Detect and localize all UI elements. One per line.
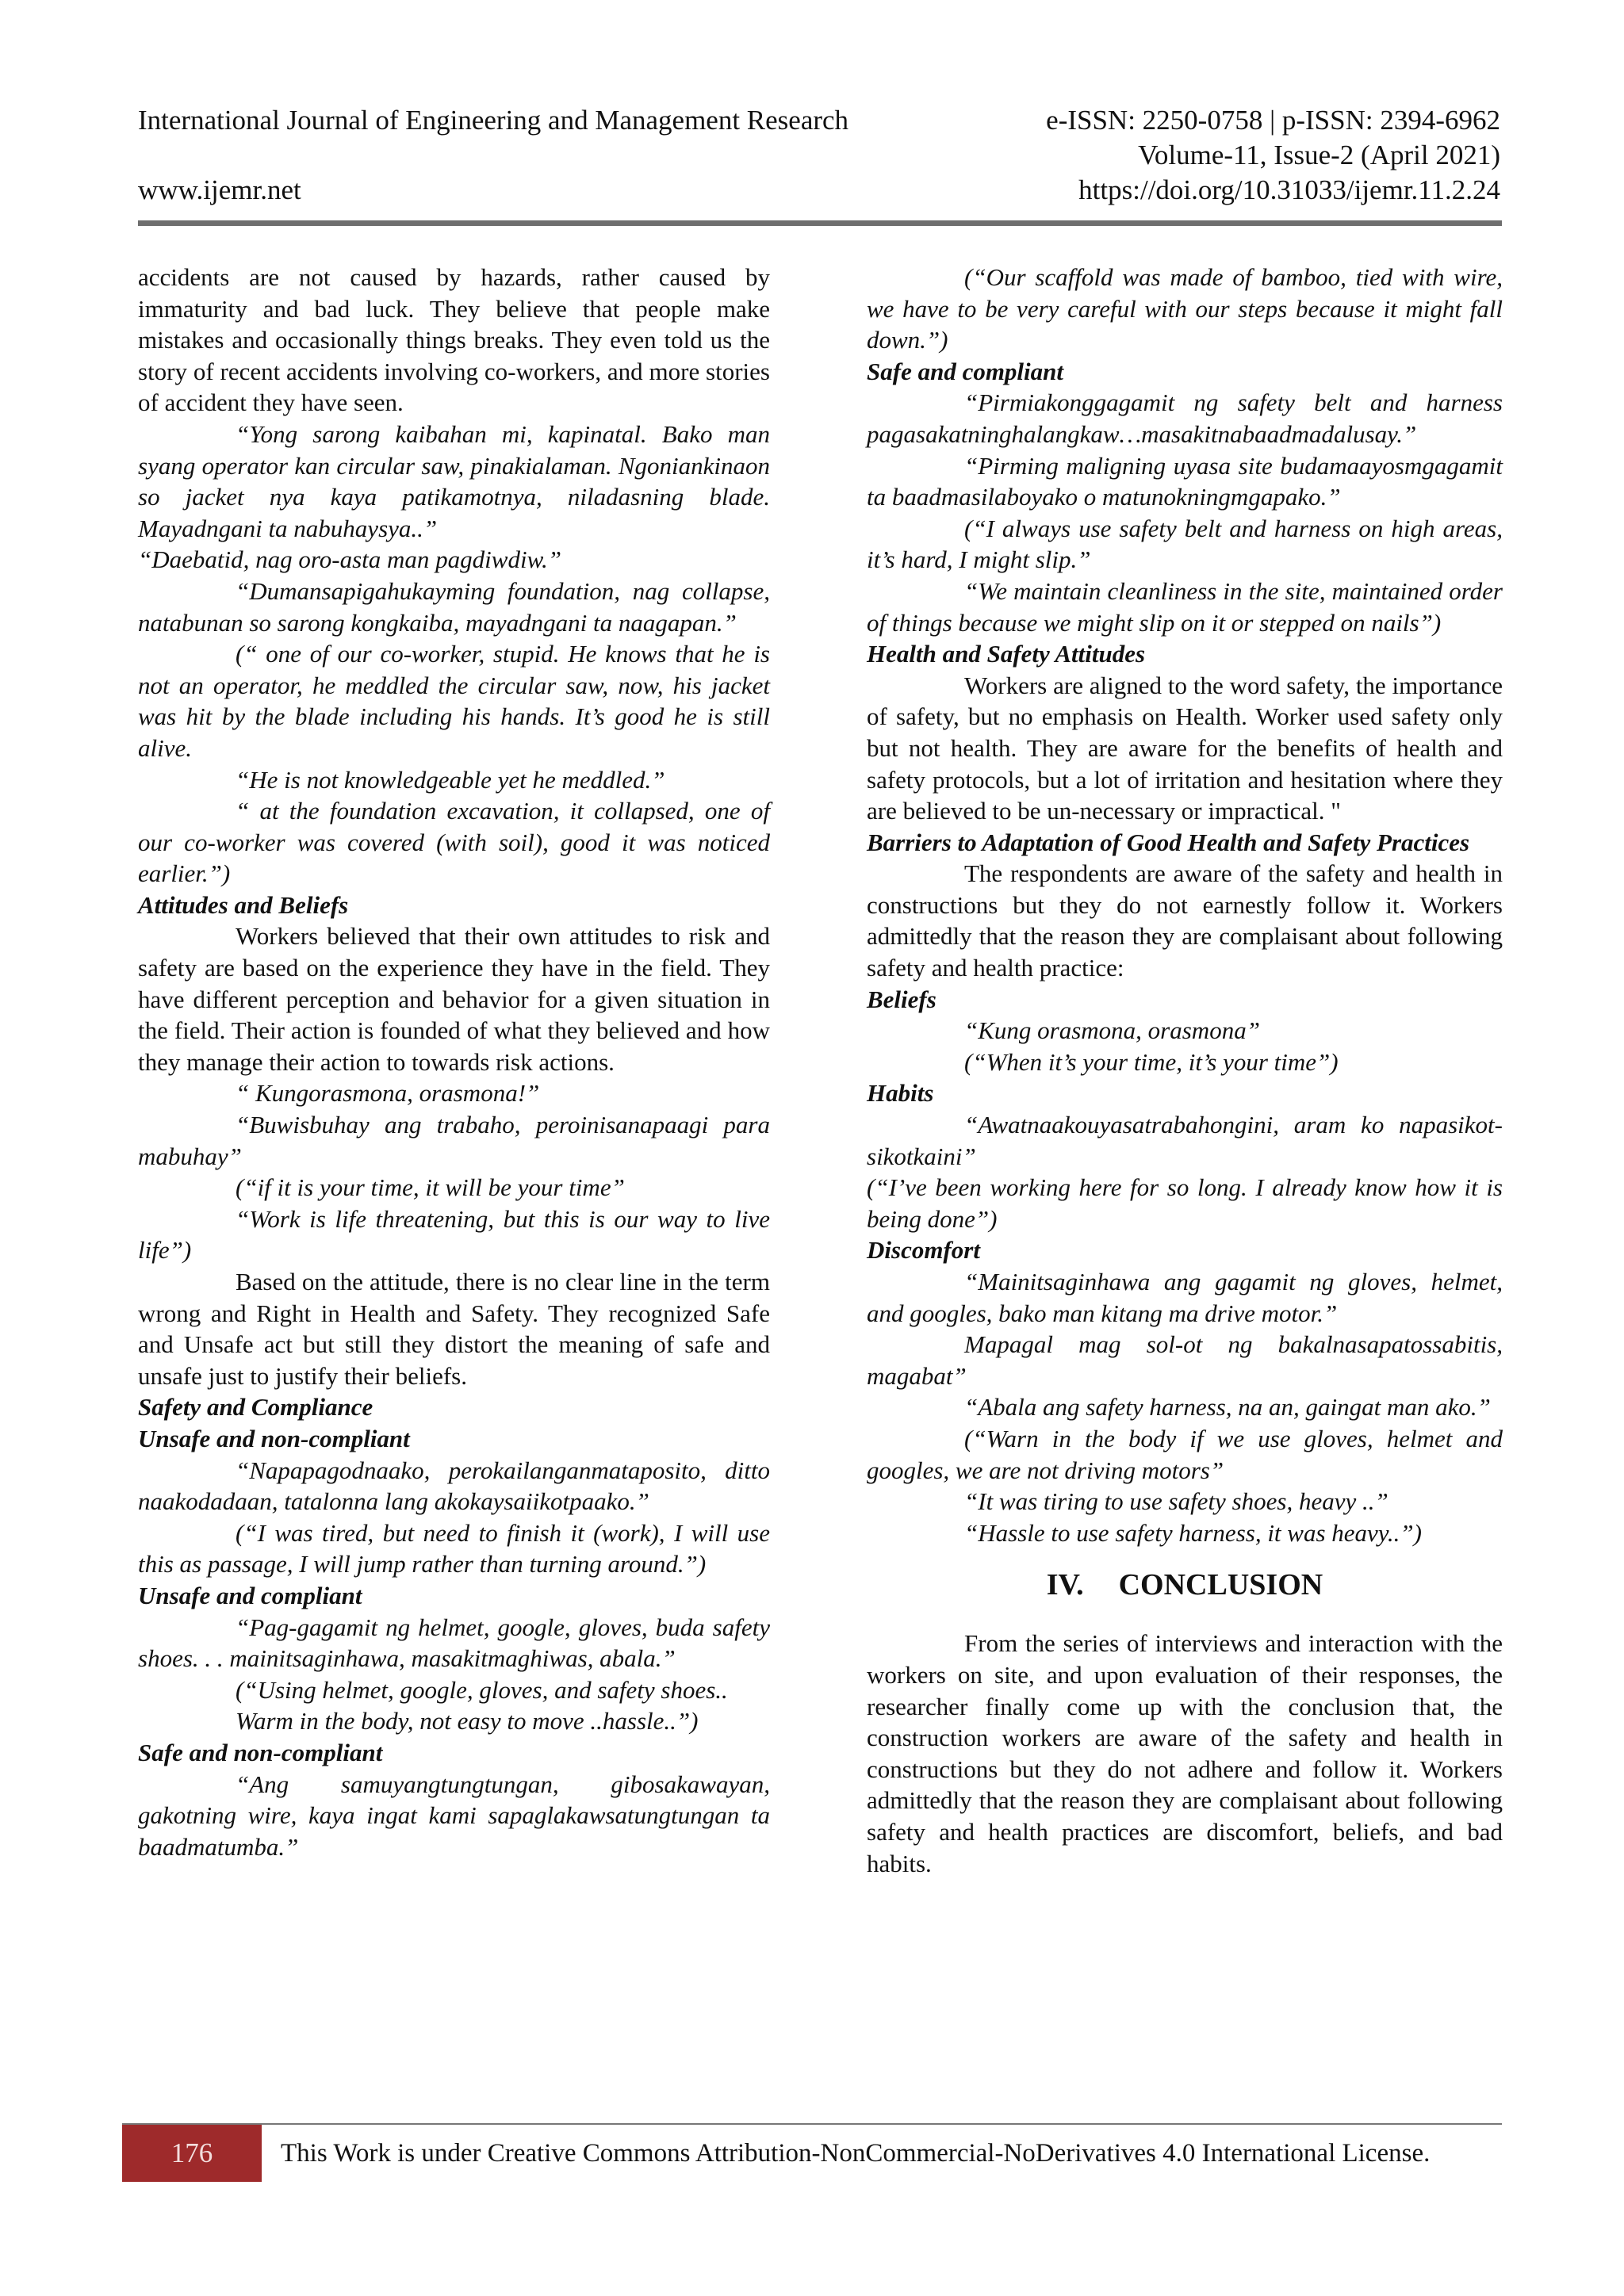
doi-link[interactable]: https://doi.org/10.31033/ijemr.11.2.24 xyxy=(1078,174,1500,205)
body-paragraph: Workers are aligned to the word safety, the importance of safety, but no emphasis on Health. Worker used safety only but not health. They are aware for the benefits of health and safety protocols, but a lot of irritation and hesitation where they are believed to be un-necessary or impractical. " xyxy=(867,671,1503,825)
subsection-heading: Barriers to Adaptation of Good Health and Safety Practices xyxy=(867,828,1470,856)
interview-quote: “Awatnaakouyasatrabahongini, aram ko napasikot-sikotkaini” xyxy=(867,1111,1503,1170)
interview-quote: “Work is life threatening, but this is our way to live life”) xyxy=(138,1204,770,1265)
conclusion-paragraph: From the series of interviews and interaction with the workers on site, and upon evaluation of their responses, the researcher finally come up with the conclusion that, the construction workers are aware of the safety and health in constructions but they do not adhere and follow it. Workers admittedly that the reason they are complaisant about following safety and health practices are discomfort, beliefs, and bad habits. xyxy=(867,1629,1503,1877)
interview-quote: “Ang samuyangtungtungan, gibosakawayan, gakotning wire, kaya ingat kami sapaglakawsatungtungan ta baadmatumba.” xyxy=(138,1770,770,1861)
section-heading-conclusion xyxy=(867,1566,1503,1604)
interview-quote: (“Using helmet, google, gloves, and safety shoes.. xyxy=(236,1675,728,1704)
interview-quote: “Kung orasmona, orasmona” xyxy=(964,1016,1260,1045)
interview-quote: (“I was tired, but need to finish it (work), I will use this as passage, I will jump rather than turning around.”) xyxy=(138,1518,770,1578)
right-column xyxy=(867,262,1503,1879)
subsection-heading: Unsafe and compliant xyxy=(138,1581,362,1609)
subsection-heading: Safe and compliant xyxy=(867,357,1064,385)
subsection-heading: Habits xyxy=(867,1079,934,1108)
left-column xyxy=(138,262,770,1862)
running-header xyxy=(138,103,1500,208)
interview-quote: “He is not knowledgeable yet he meddled.” xyxy=(236,765,665,794)
body-paragraph: Based on the attitude, there is no clear line in the term wrong and Right in Health and Safety. They recognized Safe and Unsafe act but still they distort the meaning of safe and unsafe just to justify their beliefs. xyxy=(138,1268,770,1390)
interview-quote: (“Our scaffold was made of bamboo, tied with wire, we have to be very careful with our steps because it might fall down.”) xyxy=(867,263,1503,354)
interview-quote: “ at the foundation excavation, it collapsed, one of our co-worker was covered (with soil), good it was noticed earlier.”) xyxy=(138,797,770,888)
interview-quote: “ Kungorasmona, orasmona!” xyxy=(236,1079,540,1108)
interview-quote: (“I always use safety belt and harness on high areas, it’s hard, I might slip.” xyxy=(867,514,1503,574)
subsection-heading: Discomfort xyxy=(867,1236,980,1265)
interview-quote: “Buwisbuhay ang trabaho, peroinisanapaagi para mabuhay” xyxy=(138,1111,770,1170)
interview-quote: (“I’ve been working here for so long. I already know how it is being done”) xyxy=(867,1173,1503,1233)
interview-quote: “Hassle to use safety harness, it was heavy..”) xyxy=(964,1518,1422,1547)
interview-quote: “Pag-gagamit ng helmet, google, gloves, buda safety shoes. . . mainitsaginhawa, masakitmaghiwas, abala.” xyxy=(138,1613,770,1673)
interview-quote: Mapagal mag sol-ot ng bakalnasapatossabitis, magabat” xyxy=(867,1330,1503,1390)
section-number: IV. xyxy=(1046,1568,1084,1602)
subsection-heading: Safe and non-compliant xyxy=(138,1738,383,1766)
license-note: This Work is under Creative Commons Attribution-NonCommercial-NoDerivatives 4.0 International License. xyxy=(281,2139,1431,2168)
body-paragraph: The respondents are aware of the safety and health in constructions but they do not earnestly follow it. Workers admittedly that the reason they are complaisant about following safety and health practice: xyxy=(867,859,1503,982)
interview-quote: Warm in the body, not easy to move ..hassle..”) xyxy=(236,1707,699,1735)
volume-issue: Volume-11, Issue-2 (April 2021) xyxy=(1138,140,1500,170)
interview-quote: “Napapagodnaako, perokailanganmataposito, ditto naakodadaan, tatalonna lang akokaysaiikotpaako.” xyxy=(138,1456,770,1516)
interview-quote: (“ one of our co-worker, stupid. He knows that he is not an operator, he meddled the circular saw, now, his jacket was hit by the blade including his hands. It’s good he is still alive. xyxy=(138,640,770,762)
interview-quote: “Yong sarong kaibahan mi, kapinatal. Bako man syang operator kan circular saw, pinakialaman. Ngoniankinaon so jacket nya kaya patikamotnya, niladasning blade. Mayadngani ta nabuhaysya..” xyxy=(138,419,770,542)
body-paragraph: accidents are not caused by hazards, rather caused by immaturity and bad luck. They believe that people make mistakes and occasionally things breaks. They even told us the story of recent accidents involving co-workers, and more stories of accident they have seen. xyxy=(138,263,770,417)
page-number: 176 xyxy=(122,2125,262,2182)
section-title: CONCLUSION xyxy=(1118,1568,1323,1602)
interview-quote: “We maintain cleanliness in the site, maintained order of things because we might slip on it or stepped on nails”) xyxy=(867,576,1503,637)
interview-quote: “Pirmiakonggagamit ng safety belt and harness pagasakatninghalangkaw…masakitnabaadmadalusay.” xyxy=(867,388,1503,448)
issn: e-ISSN: 2250-0758 | p-ISSN: 2394-6962 xyxy=(1046,105,1500,136)
interview-quote: (“Warn in the body if we use gloves, helmet and googles, we are not driving motors” xyxy=(867,1424,1503,1484)
interview-quote: “Abala ang safety harness, na an, gaingat man ako.” xyxy=(964,1393,1491,1422)
interview-quote: “Daebatid, nag oro-asta man pagdiwdiw.” xyxy=(138,545,561,574)
website-link[interactable]: www.ijemr.net xyxy=(138,174,301,205)
subsection-heading: Beliefs xyxy=(867,985,936,1013)
interview-quote: “Mainitsaginhawa ang gagamit ng gloves, helmet, and googles, bako man kitang ma drive motor.” xyxy=(867,1268,1503,1327)
header-rule xyxy=(138,220,1502,226)
interview-quote: (“if it is your time, it will be your time” xyxy=(236,1173,625,1202)
interview-quote: “It was tiring to use safety shoes, heavy ..” xyxy=(964,1487,1388,1516)
interview-quote: “Dumansapigahukayming foundation, nag collapse, natabunan so sarong kongkaiba, mayadngani ta naagapan.” xyxy=(138,576,770,637)
body-paragraph: Workers believed that their own attitudes to risk and safety are based on the experience they have in the field. They have different perception and behavior for a given situation in the field. Their action is founded of what they believed and how they manage their action to towards risk actions. xyxy=(138,922,770,1076)
subsection-heading: Health and Safety Attitudes xyxy=(867,640,1146,668)
subsection-heading: Safety and Compliance xyxy=(138,1393,373,1422)
subsection-heading: Attitudes and Beliefs xyxy=(138,890,349,919)
journal-name: International Journal of Engineering and Management Research xyxy=(138,105,849,136)
right-column-body xyxy=(867,262,1503,1548)
interview-quote: “Pirming maligning uyasa site budamaayosmgagamit ta baadmasilaboyako o matunokningmgapako.” xyxy=(867,451,1503,511)
subsection-heading: Unsafe and non-compliant xyxy=(138,1424,410,1452)
interview-quote: (“When it’s your time, it’s your time”) xyxy=(964,1047,1339,1076)
